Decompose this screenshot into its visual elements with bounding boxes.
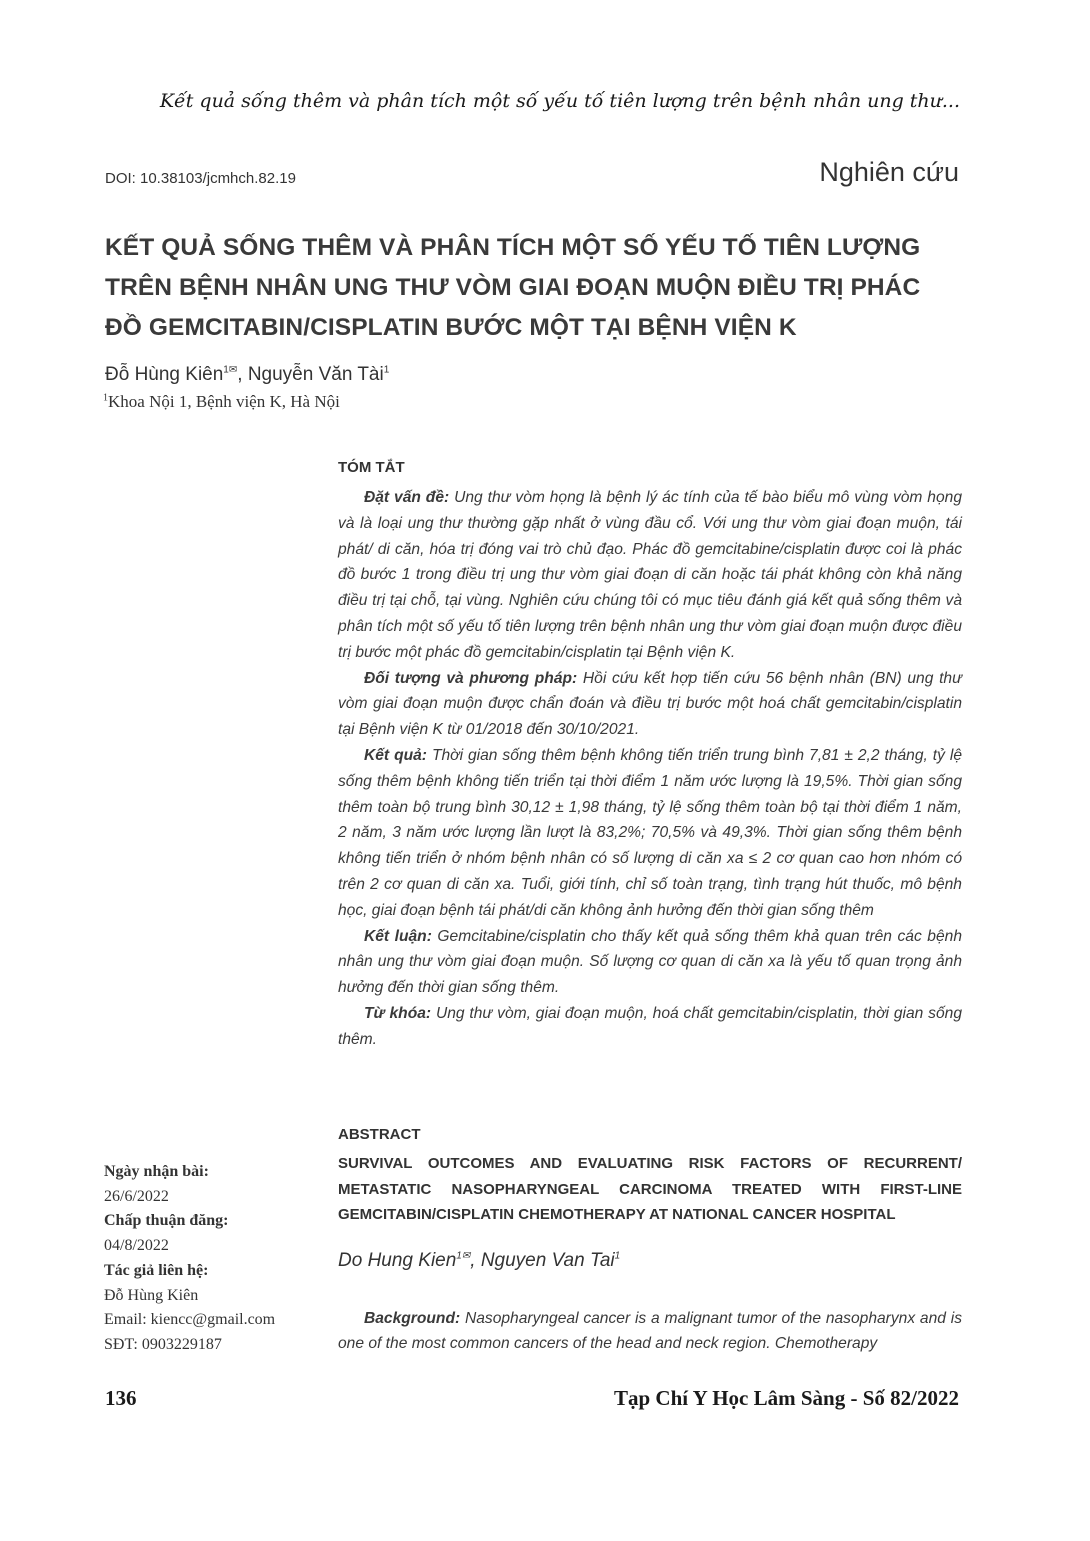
page-number: 136 — [105, 1386, 137, 1410]
contact-email: Email: kiencc@gmail.com — [104, 1311, 276, 1329]
summary-text: Thời gian sống thêm bệnh không tiến triển trung bình 7,81 ± 2,2 tháng, tỷ lệ sống thêm bệnh không tiến triển tại thời điểm 1 năm ước lượng là 19,5%. Thời gian sống thêm toàn bộ trung bình 30,12 ± 1,98 tháng, tỷ lệ sống thêm toàn bộ tại thời điểm 1 năm, 2 năm, 3 năm ước lượng lần lượt là 83,2%; 70,5% và 49,3%. Thời gian sống thêm bệnh không tiến triển ở nhóm bệnh nhân có số lượng di căn xa ≤ 2 cơ quan cao hơn nhóm có trên 2 cơ quan di căn xa. Tuổi, giới tính, chỉ số toàn trạng, tình trạng hút thuốc, mô bệnh học, giai đoạn bệnh tái phát/di căn không ảnh hưởng đến thời gian sống thêm — [338, 746, 963, 919]
author-name: Nguyễn Văn Tài — [247, 364, 384, 385]
contact-label: Tác giả liên hệ: — [104, 1261, 209, 1279]
abstract-background — [338, 1306, 962, 1356]
accepted-date: 04/8/2022 — [104, 1237, 169, 1255]
article-title — [105, 228, 975, 348]
summary-text: Ung thư vòm họng là bệnh lý ác tính của tế bào biểu mô vùng vòm họng và là loại ung thư thường gặp nhất ở vùng đầu cổ. Với ung thư vòm giai đoạn muộn, tái phát/ di căn, hóa trị đóng vai trò chủ đạo. Phác đồ gemcitabine/cisplatin được coi là phác đồ bước 1 trong điều trị ung thư vòm giai đoạn di căn hoặc tái phát không còn khả năng điều trị tại chỗ, tại vùng. Nghiên cứu chúng tôi có mục tiêu đánh giá kết quả sống thêm và phân tích một số yếu tố tiên lượng trên bệnh nhân ung thư vòm giai đoạn muộn được điều trị bước một phác đồ gemcitabin/cisplatin tại Bệnh viện K. — [338, 489, 962, 661]
summary-label: Kết quả: — [364, 746, 427, 764]
summary-label: Đặt vấn đề: — [364, 489, 450, 506]
author-separator: , — [237, 364, 248, 385]
summary-label: Kết luận: — [364, 927, 432, 945]
title-line: TRÊN BỆNH NHÂN UNG THƯ VÒM GIAI ĐOẠN MUỘN ĐIỀU TRỊ PHÁC — [105, 274, 921, 301]
affiliation-text: Khoa Nội 1, Bệnh viện K, Hà Nội — [108, 392, 340, 411]
running-head: Kết quả sống thêm và phân tích một số yếu tố tiên lượng trên bệnh nhân ung thư... — [159, 90, 960, 112]
contact-phone: SĐT: 0903229187 — [104, 1335, 222, 1353]
summary-text: Ung thư vòm, giai đoạn muộn, hoá chất gemcitabin/cisplatin, thời gian sống thêm. — [338, 1004, 963, 1048]
author-affiliation-sup: 1 — [614, 1250, 621, 1262]
affiliation — [103, 392, 340, 412]
accepted-label: Chấp thuận đăng: — [104, 1212, 229, 1230]
summary-heading: TÓM TẮT — [338, 459, 405, 476]
summary-paragraph — [338, 666, 962, 743]
summary-text: Gemcitabine/cisplatin cho thấy kết quả sống thêm khả quan trên các bệnh nhân ung thư vòm giai đoạn muộn. Số lượng cơ quan di căn xa là yếu tố quan trọng ảnh hưởng đến thời gian sống thêm. — [338, 927, 962, 997]
mail-icon: ✉ — [461, 1250, 471, 1262]
author-name: Nguyen Van Tai — [480, 1250, 615, 1271]
article-info-sidebar — [104, 1160, 324, 1358]
summary-label: Từ khóa: — [364, 1004, 432, 1022]
summary-paragraph — [338, 924, 962, 1001]
mail-icon: ✉ — [228, 364, 238, 376]
summary-body — [338, 485, 962, 1053]
contact-name: Đỗ Hùng Kiên — [104, 1286, 199, 1304]
abstract-title: SURVIVAL OUTCOMES AND EVALUATING RISK FACTORS OF RECURRENT/ METASTATIC NASOPHARYNGEAL CARCINOMA TREATED WITH FIRST-LINE GEMCITABIN/CISPLATIN CHEMOTHERAPY AT NATIONAL CANCER HOSPITAL — [338, 1155, 962, 1223]
journal-name: Tạp Chí Y Học Lâm Sàng - Số 82/2022 — [614, 1386, 959, 1410]
background-label: Background: — [364, 1310, 461, 1327]
title-line: KẾT QUẢ SỐNG THÊM VÀ PHÂN TÍCH MỘT SỐ YẾU TỐ TIÊN LƯỢNG — [105, 234, 921, 261]
doi-label: DOI: 10.38103/jcmhch.82.19 — [105, 170, 296, 187]
summary-paragraph — [338, 743, 962, 924]
author-name: Đỗ Hùng Kiên — [105, 364, 224, 385]
author-affiliation-sup: 1 — [223, 364, 229, 376]
author-affiliation-sup: 1 — [456, 1250, 462, 1262]
summary-paragraph — [338, 1001, 962, 1053]
author-name: Do Hung Kien — [338, 1250, 457, 1271]
abstract-author-list — [338, 1250, 962, 1272]
received-label: Ngày nhận bài: — [104, 1163, 209, 1180]
summary-paragraph — [338, 485, 962, 666]
author-affiliation-sup: 1 — [383, 364, 390, 376]
title-line: ĐỒ GEMCITABIN/CISPLATIN BƯỚC MỘT TẠI BỆNH VIỆN K — [105, 314, 797, 341]
section-label: Nghiên cứu — [819, 157, 959, 187]
author-separator: , — [470, 1250, 481, 1271]
summary-label: Đối tượng và phương pháp: — [364, 669, 578, 687]
abstract-heading: ABSTRACT — [338, 1126, 421, 1143]
author-list — [105, 364, 389, 386]
background-text: Nasopharyngeal cancer is a malignant tumor of the nasopharynx and is one of the most common cancers of the head and neck region. Chemotherapy — [338, 1310, 962, 1352]
summary-text: Hồi cứu kết hợp tiến cứu 56 bệnh nhân (BN) ung thư vòm giai đoạn muộn được chẩn đoán và điều trị bước một hoá chất gemcitabin/cisplatin tại Bệnh viện K từ 01/2018 đến 30/10/2021. — [338, 669, 962, 739]
affiliation-sup: 1 — [103, 392, 108, 404]
received-date: 26/6/2022 — [104, 1187, 169, 1205]
